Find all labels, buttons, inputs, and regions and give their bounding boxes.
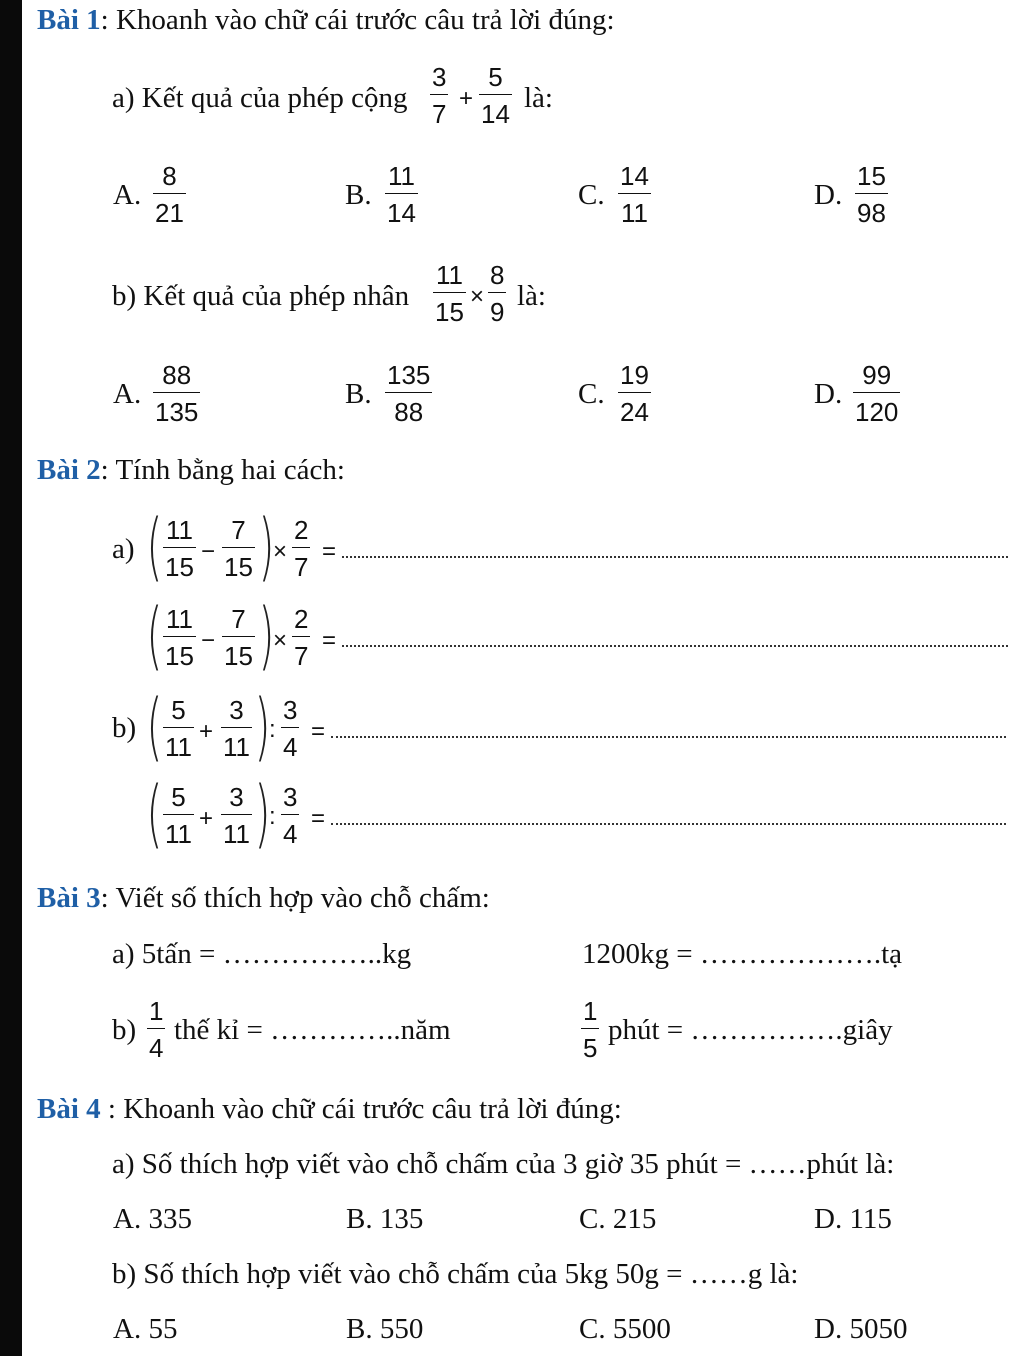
left-border-bar xyxy=(0,0,22,1356)
denominator: 15 xyxy=(165,641,194,671)
unit-ta: .tạ xyxy=(873,938,903,970)
bai2-b2-fraction-3 xyxy=(281,784,299,847)
bai1-label: Bài 1 xyxy=(37,4,101,36)
answer-dotted-line[interactable] xyxy=(342,645,1008,647)
numerator: 5 xyxy=(171,782,186,812)
numerator: 14 xyxy=(620,161,649,191)
bai1-b-option-D-fraction[interactable] xyxy=(853,362,900,425)
bai1-b-option-A-fraction[interactable] xyxy=(153,362,200,425)
denominator: 7 xyxy=(294,552,309,582)
bai3-b-label: b) xyxy=(112,1014,137,1046)
denominator: 21 xyxy=(155,198,184,228)
bai1-a-option-A-letter[interactable]: A. xyxy=(113,179,142,211)
numerator: 11 xyxy=(165,515,193,545)
numerator: 5 xyxy=(171,695,186,725)
bai1-a-option-B-letter[interactable]: B. xyxy=(345,179,372,211)
bai2-a-fraction-2 xyxy=(222,517,255,580)
denominator: 11 xyxy=(620,198,648,228)
bai4-a-option-A[interactable]: A. 335 xyxy=(113,1203,192,1235)
numerator: 11 xyxy=(435,260,463,290)
unit-kg: .kg xyxy=(374,938,412,970)
left-paren: ( xyxy=(146,684,163,770)
bai3-a-right xyxy=(582,940,902,969)
bai2-b2-fraction-1 xyxy=(163,784,194,847)
answer-blank[interactable]: ……………. xyxy=(222,938,375,970)
bai1-b-option-D-letter[interactable]: D. xyxy=(814,378,843,410)
bai2-b2-fraction-2 xyxy=(221,784,252,847)
numerator: 2 xyxy=(294,515,309,545)
minus-operator: − xyxy=(201,627,216,654)
bai3-b-right-text: phút = xyxy=(608,1014,684,1046)
equals-sign: = xyxy=(311,805,326,832)
bai3-b-right xyxy=(608,1016,893,1045)
numerator: 2 xyxy=(294,604,309,634)
bai2-label: Bài 2 xyxy=(37,454,101,486)
bai1-b-suffix: là: xyxy=(517,280,546,312)
bai1-a-option-A-fraction[interactable] xyxy=(153,163,186,226)
bai3-b-left-fraction xyxy=(147,998,165,1061)
bai1-b-option-C-letter[interactable]: C. xyxy=(578,378,605,410)
divide-operator: : xyxy=(269,716,276,743)
denominator: 88 xyxy=(394,397,424,427)
bai1-b-option-B-fraction[interactable] xyxy=(385,362,432,425)
numerator: 11 xyxy=(387,161,415,191)
numerator: 3 xyxy=(229,782,244,812)
bai4-b-option-D[interactable]: D. 5050 xyxy=(814,1313,908,1345)
numerator: 11 xyxy=(165,604,193,634)
numerator: 7 xyxy=(231,604,246,634)
bai3-a-right-prefix: 1200kg = xyxy=(582,938,693,970)
denominator: 15 xyxy=(435,297,464,327)
bai1-a-option-B-fraction[interactable] xyxy=(385,163,418,226)
denominator: 11 xyxy=(165,819,192,849)
divide-operator: : xyxy=(269,803,276,830)
denominator: 14 xyxy=(481,99,510,129)
bai4-label: Bài 4 xyxy=(37,1093,101,1125)
unit-giay: .giây xyxy=(835,1014,893,1046)
bai1-a-option-D-fraction[interactable] xyxy=(855,163,888,226)
bai1-b-fraction-2 xyxy=(488,262,506,325)
denominator: 11 xyxy=(165,732,192,762)
bai4-a-option-C[interactable]: C. 215 xyxy=(579,1203,657,1235)
bai3-label: Bài 3 xyxy=(37,882,101,914)
bai3-a-left xyxy=(112,940,411,969)
denominator: 120 xyxy=(855,397,899,427)
bai1-instruction: : Khoanh vào chữ cái trước câu trả lời đúng: xyxy=(100,4,615,36)
equals-sign: = xyxy=(311,718,326,745)
numerator: 5 xyxy=(488,62,503,92)
numerator: 135 xyxy=(387,360,431,390)
bai4-instruction: : Khoanh vào chữ cái trước câu trả lời đúng: xyxy=(100,1093,622,1125)
bai3-b-left xyxy=(174,1016,451,1045)
bai1-a-option-C-letter[interactable]: C. xyxy=(578,179,605,211)
plus-operator: + xyxy=(199,718,214,745)
bai4-a-option-D[interactable]: D. 115 xyxy=(814,1203,892,1235)
right-paren: ) xyxy=(258,504,275,590)
bai2-a-fraction-3 xyxy=(292,517,310,580)
bai1-b-option-C-fraction[interactable] xyxy=(618,362,651,425)
denominator: 98 xyxy=(857,198,886,228)
right-paren: ) xyxy=(258,593,275,679)
bai2-a-label: a) xyxy=(112,533,135,565)
denominator: 15 xyxy=(224,641,253,671)
bai2-a-fraction-1 xyxy=(163,517,196,580)
left-paren: ( xyxy=(146,504,163,590)
bai1-b-option-A-letter[interactable]: A. xyxy=(113,378,142,410)
times-operator: × xyxy=(273,538,288,565)
bai2-a2-fraction-3 xyxy=(292,606,310,669)
bai3-heading xyxy=(37,884,490,913)
times-operator: × xyxy=(470,283,485,310)
bai3-b-right-fraction xyxy=(581,998,599,1061)
bai1-a-fraction-2 xyxy=(479,64,512,127)
left-paren: ( xyxy=(146,771,163,857)
bai2-b-fraction-1 xyxy=(163,697,194,760)
bai1-a-option-C-fraction[interactable] xyxy=(618,163,651,226)
denominator: 24 xyxy=(620,397,649,427)
denominator: 14 xyxy=(387,198,416,228)
denominator: 15 xyxy=(165,552,194,582)
numerator: 19 xyxy=(620,360,649,390)
plus-operator: + xyxy=(199,805,214,832)
answer-blank[interactable]: ……………… xyxy=(699,938,874,970)
answer-blank[interactable]: …………… xyxy=(690,1014,836,1046)
equals-sign: = xyxy=(322,627,337,654)
plus-operator: + xyxy=(459,85,474,112)
denominator: 11 xyxy=(223,819,250,849)
bai1-a-suffix: là: xyxy=(524,82,553,114)
denominator: 9 xyxy=(490,297,505,327)
denominator: 135 xyxy=(155,397,199,427)
bai4-b-option-C[interactable]: C. 5500 xyxy=(579,1313,671,1345)
bai1-b-option-B-letter[interactable]: B. xyxy=(345,378,372,410)
denominator: 4 xyxy=(283,819,298,849)
numerator: 1 xyxy=(149,996,164,1026)
bai1-a-option-D-letter[interactable]: D. xyxy=(814,179,843,211)
numerator: 3 xyxy=(283,782,298,812)
numerator: 8 xyxy=(162,161,177,191)
numerator: 15 xyxy=(857,161,886,191)
left-paren: ( xyxy=(146,593,163,679)
bai2-a2-fraction-1 xyxy=(163,606,196,669)
bai2-a2-fraction-2 xyxy=(222,606,255,669)
denominator: 4 xyxy=(283,732,298,762)
numerator: 7 xyxy=(231,515,246,545)
bai4-a-option-B[interactable]: B. 135 xyxy=(346,1203,424,1235)
unit-nam: ..năm xyxy=(386,1014,451,1046)
numerator: 3 xyxy=(283,695,298,725)
bai3-instruction: : Viết số thích hợp vào chỗ chấm: xyxy=(100,882,490,914)
bai2-b-fraction-2 xyxy=(221,697,252,760)
denominator: 7 xyxy=(294,641,309,671)
bai2-b-fraction-3 xyxy=(281,697,299,760)
right-paren: ) xyxy=(254,771,271,857)
numerator: 8 xyxy=(490,260,505,290)
denominator: 4 xyxy=(149,1033,164,1063)
bai2-b-label: b) xyxy=(112,712,137,744)
numerator: 88 xyxy=(162,360,192,390)
denominator: 5 xyxy=(583,1033,598,1063)
bai1-a-fraction-1 xyxy=(430,64,448,127)
equals-sign: = xyxy=(322,538,337,565)
bai4-a-question: a) Số thích hợp viết vào chỗ chấm của 3 giờ 35 phút = ……phút là: xyxy=(112,1148,895,1180)
times-operator: × xyxy=(273,627,288,654)
bai1-b-prefix: b) Kết quả của phép nhân xyxy=(112,280,410,312)
bai4-heading xyxy=(37,1095,622,1124)
numerator: 3 xyxy=(432,62,447,92)
minus-operator: − xyxy=(201,538,216,565)
answer-dotted-line[interactable] xyxy=(331,736,1006,738)
bai4-b-question: b) Số thích hợp viết vào chỗ chấm của 5kg 50g = ……g là: xyxy=(112,1258,799,1290)
bai4-b-option-B[interactable]: B. 550 xyxy=(346,1313,424,1345)
bai4-b-option-A[interactable]: A. 55 xyxy=(113,1313,178,1345)
denominator: 11 xyxy=(223,732,250,762)
bai3-b-left-text: thế kỉ = xyxy=(174,1014,263,1046)
numerator: 1 xyxy=(583,996,598,1026)
denominator: 15 xyxy=(224,552,253,582)
answer-dotted-line[interactable] xyxy=(342,556,1008,558)
answer-blank[interactable]: ………… xyxy=(270,1014,387,1046)
bai2-heading xyxy=(37,456,345,485)
answer-dotted-line[interactable] xyxy=(331,823,1006,825)
bai1-b-fraction-1 xyxy=(433,262,466,325)
numerator: 3 xyxy=(229,695,244,725)
bai1-a-prefix: a) Kết quả của phép cộng xyxy=(112,82,408,114)
denominator: 7 xyxy=(432,99,447,129)
bai2-instruction: : Tính bằng hai cách: xyxy=(100,454,345,486)
right-paren: ) xyxy=(254,684,271,770)
bai3-a-left-prefix: a) 5tấn = xyxy=(112,938,216,970)
bai1-heading xyxy=(37,6,615,35)
numerator: 99 xyxy=(862,360,892,390)
